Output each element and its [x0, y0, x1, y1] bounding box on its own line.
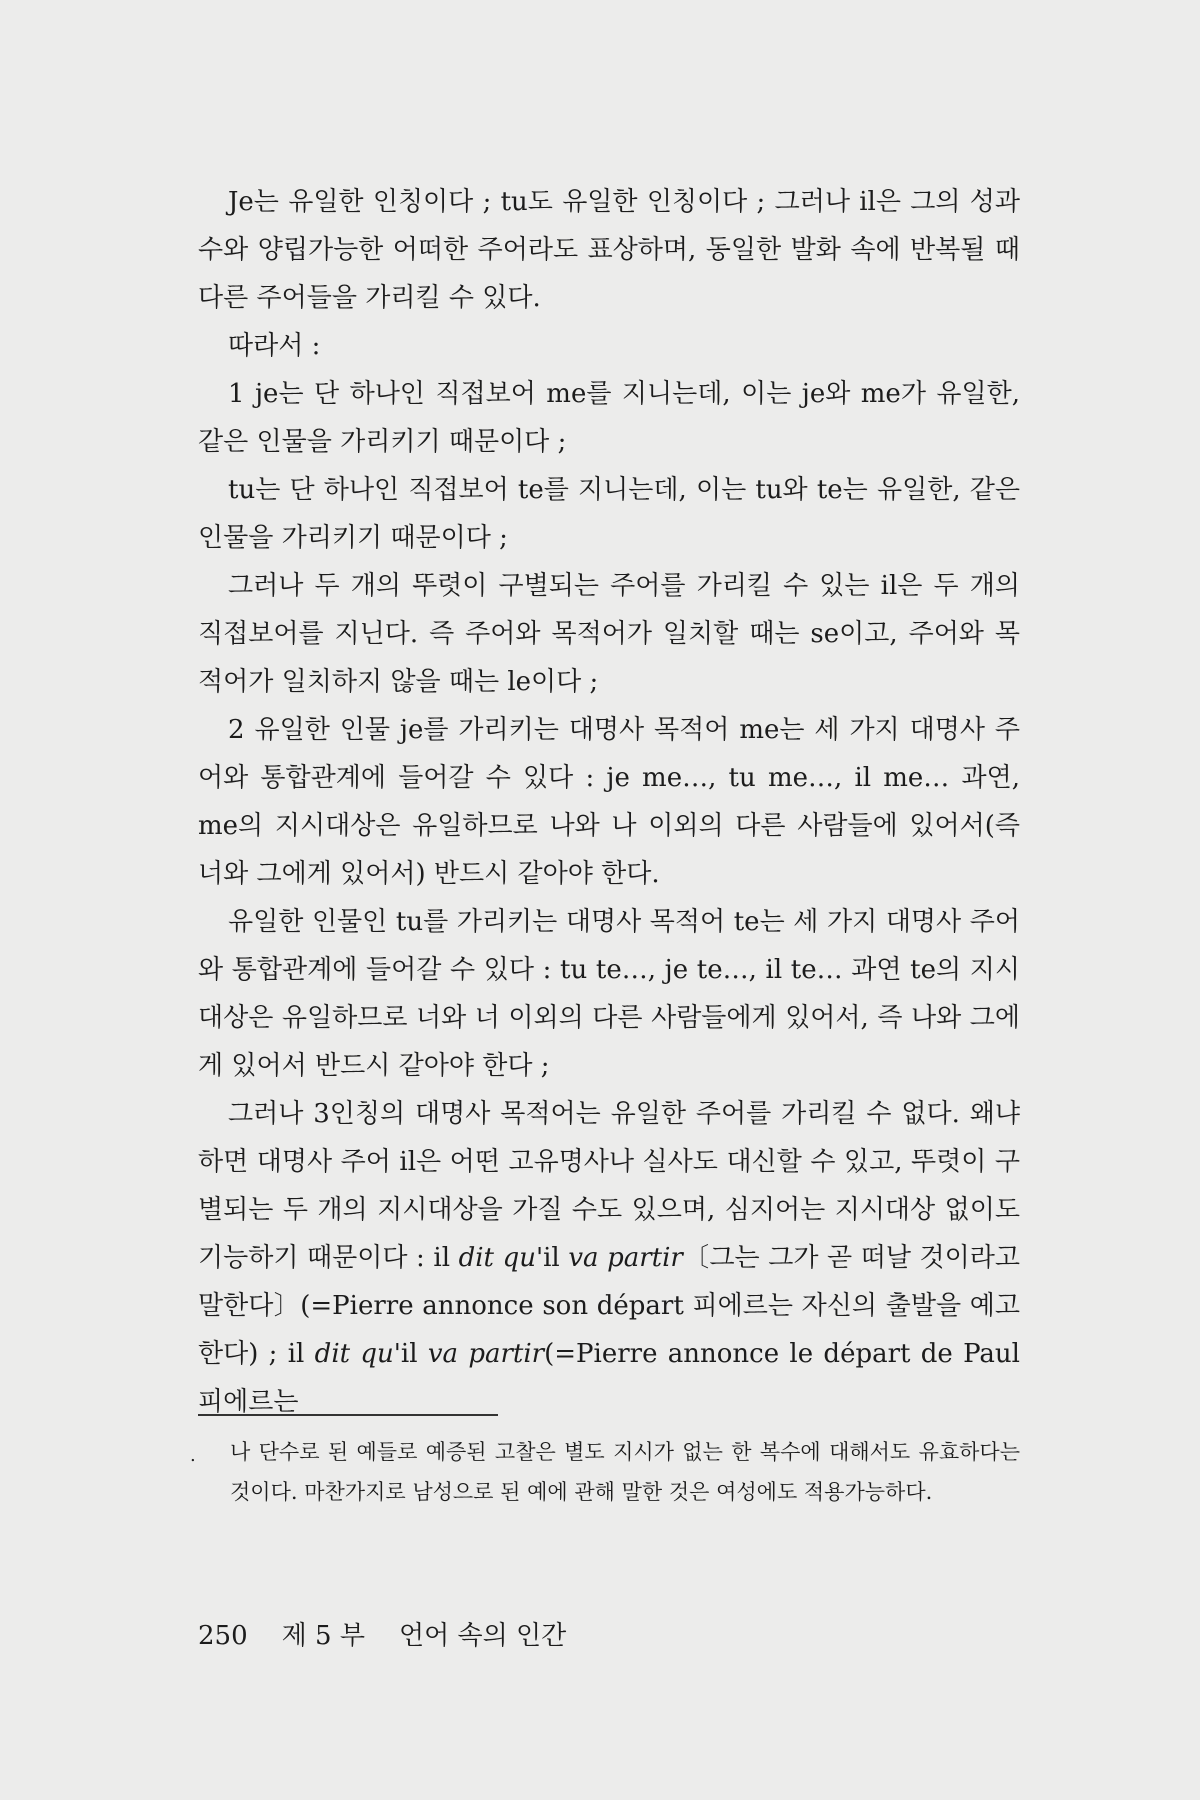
part-title: 언어 속의 인간 — [398, 1621, 567, 1651]
footnote — [190, 1432, 1020, 1512]
paragraph-1: Je는 유일한 인칭이다 ; tu도 유일한 인칭이다 ; 그러나 il은 그의 성과 수와 양립가능한 어떠한 주어라도 표상하며, 동일한 발화 속에 반복될 때 다른 주어들을 가리킬 수 있다. — [198, 187, 1020, 313]
paragraph-8-text-c: (=Pierre annonce le départ de Paul 피에르는 — [198, 1339, 1020, 1417]
footnote-text: 나 단수로 된 예들로 예증된 고찰은 별도 지시가 없는 한 복수에 대해서도 유효하다는 것이다. 마찬가지로 남성으로 된 예에 관해 말한 것은 여성에도 적용가능하다. — [230, 1440, 1020, 1504]
paragraph-8 — [198, 1090, 1020, 1426]
paragraph-8-text-b: 〔그는 그가 곧 떠날 것이라고 말한다〕(=Pierre annonce son départ 피에르는 자신의 출발을 예고한다) ; — [198, 1243, 1020, 1369]
page-number: 250 — [198, 1621, 248, 1651]
paragraph-4: tu는 단 하나인 직접보어 te를 지니는데, 이는 tu와 te는 유일한, 같은 인물을 가리키기 때문이다 ; — [198, 475, 1020, 553]
paragraph-2: 따라서 : — [228, 331, 321, 361]
paragraph-3: 1 je는 단 하나인 직접보어 me를 지니는데, 이는 je와 me가 유일한, 같은 인물을 가리키기 때문이다 ; — [198, 379, 1020, 457]
paragraph-8-text-a: 그러나 3인칭의 대명사 목적어는 유일한 주어를 가리킬 수 없다. 왜냐하면 대명사 주어 il은 어떤 고유명사나 실사도 대신할 수 있고, 뚜렷이 구별되는 두 개의 지시대상을 가질 수도 있으며, 심지어는 지시대상 없이도 기능하기 때문이다 : — [198, 1099, 1020, 1273]
example-2-italic: dit qu' — [314, 1339, 401, 1369]
footnote-divider — [198, 1414, 498, 1416]
footnote-mark: . — [190, 1445, 196, 1466]
example-1-il: il — [433, 1243, 459, 1273]
paragraph-5: 그러나 두 개의 뚜렷이 구별되는 주어를 가리킬 수 있는 il은 두 개의 직접보어를 지닌다. 즉 주어와 목적어가 일치할 때는 se이고, 주어와 목적어가 일치하지 않을 때는 le이다 ; — [198, 571, 1020, 697]
example-1-italic-2: va partir — [568, 1243, 683, 1273]
example-2-il: il — [287, 1339, 315, 1369]
example-1-il2: il — [543, 1243, 569, 1273]
paragraph-6: 2 유일한 인물 je를 가리키는 대명사 목적어 me는 세 가지 대명사 주어와 통합관계에 들어갈 수 있다 : je me…, tu me…, il me… 과연, me의 지시대상은 유일하므로 나와 나 이외의 다른 사람들에 있어서(즉 너와 그에게 있어서) 반드시 같아야 한다. — [198, 715, 1020, 889]
example-2-il2: il — [400, 1339, 428, 1369]
page-footer — [198, 1616, 600, 1656]
example-2-italic-2: va partir — [427, 1339, 545, 1369]
part-label: 제 5 부 — [281, 1621, 365, 1651]
body-text — [198, 178, 1020, 1426]
example-1-italic: dit qu' — [458, 1243, 544, 1273]
paragraph-7: 유일한 인물인 tu를 가리키는 대명사 목적어 te는 세 가지 대명사 주어와 통합관계에 들어갈 수 있다 : tu te…, je te…, il te… 과연 te의 지시대상은 유일하므로 너와 너 이외의 다른 사람들에게 있어서, 즉 나와 그에게 있어서 반드시 같아야 한다 ; — [198, 907, 1020, 1081]
